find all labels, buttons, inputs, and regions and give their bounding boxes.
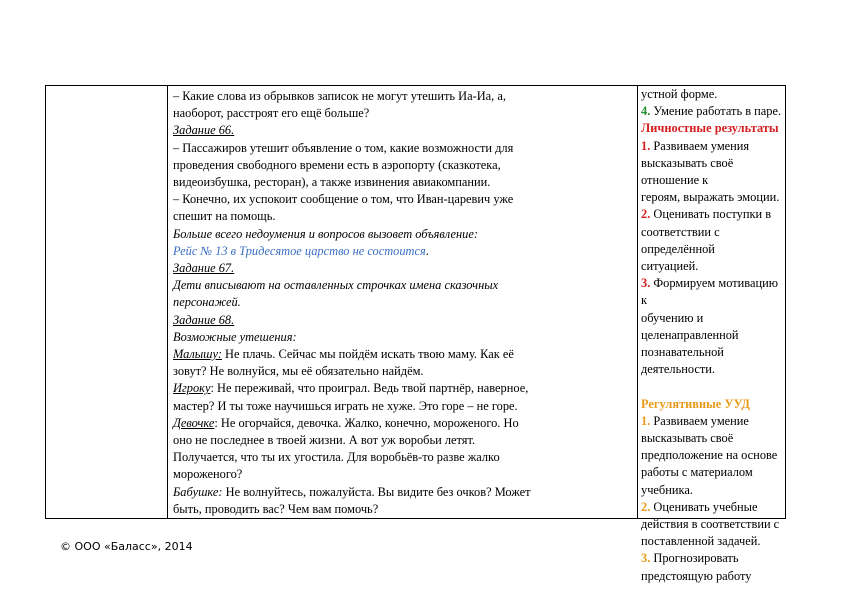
text-line: Дети вписывают на оставленных строчках имена сказочных	[173, 278, 499, 293]
text-line: проведения свободного времени есть в аэропорту (сказкотека,	[173, 157, 501, 172]
devochka-label: Девочке	[173, 415, 215, 430]
results-column	[638, 86, 787, 583]
comfort-igrok	[173, 380, 633, 397]
result-item	[641, 275, 783, 309]
result-line: поставленной задачей.	[641, 534, 761, 549]
text-line: зовут? Не волнуйся, мы её обязательно найдём.	[173, 364, 424, 379]
item-text: Развиваем умение	[650, 413, 749, 428]
result-line: обучению и	[641, 310, 704, 325]
text-line: видеоизбушка, ресторан), а также извинения авиакомпании.	[173, 175, 491, 190]
devochka-text: : Не огорчайся, девочка. Жалко, конечно, мороженого. Но	[214, 415, 519, 430]
item-number: 2.	[641, 499, 651, 514]
result-line: целенаправленной	[641, 327, 739, 342]
result-line: познавательной деятельности.	[641, 345, 724, 377]
result-item	[641, 550, 783, 567]
spacer	[641, 378, 783, 395]
babushka-label: Бабушке:	[173, 484, 223, 499]
item-number: 3.	[641, 551, 651, 566]
result-line: действия в соответствии с	[641, 517, 780, 532]
lesson-content-column	[168, 86, 638, 518]
result-line: высказывать своё	[641, 431, 734, 446]
text-line: – Пассажиров утешит объявление о том, какие возможности для	[173, 140, 514, 155]
task-67-heading: Задание 67.	[173, 261, 235, 276]
babushka-text: Не волнуйтесь, пожалуйста. Вы видите без очков? Может	[222, 484, 531, 499]
text-line: Возможные утешения:	[173, 329, 297, 344]
task-68-heading: Задание 68.	[173, 312, 235, 327]
result-item	[641, 103, 783, 120]
text-line: быть, проводить вас? Чем вам помочь?	[173, 501, 379, 516]
result-line: предположение на основе	[641, 448, 778, 463]
comfort-babushka	[173, 484, 633, 501]
result-item	[641, 138, 783, 155]
malysh-text: Не плачь. Сейчас мы пойдём искать твою маму. Как её	[221, 347, 514, 362]
copyright-footer: © ООО «Баласс», 2014	[60, 540, 193, 553]
comfort-malysh	[173, 346, 633, 363]
igrok-text: : Не переживай, что проиграл. Ведь твой партнёр, наверное,	[210, 381, 529, 396]
result-item	[641, 499, 783, 516]
item-text: Прогнозировать	[650, 551, 739, 566]
flight-text: Рейс № 13 в Тридесятое царство не состоится	[173, 243, 426, 258]
text-line: мороженого?	[173, 467, 243, 482]
item-text: Оценивать учебные	[650, 499, 758, 514]
text-line: мастер? И ты тоже научишься играть не хуже. Это горе – не горе.	[173, 398, 518, 413]
item-text: Развиваем умения	[650, 138, 750, 153]
malysh-label: Малышу:	[173, 347, 222, 362]
task-66-heading: Задание 66.	[173, 123, 235, 138]
regulatory-heading: Регулятивные УУД	[641, 396, 750, 411]
flight-announcement	[173, 243, 633, 260]
result-line: ситуацией.	[641, 259, 699, 274]
item-text: Оценивать поступки в	[650, 207, 772, 222]
result-line: учебника.	[641, 482, 693, 497]
result-line: предстоящую работу	[641, 568, 752, 583]
item-text: Формируем мотивацию к	[641, 276, 778, 308]
item-number: 3.	[641, 276, 651, 291]
text-line: – Какие слова из обрывков записок не могут утешить Иа-Иа, а,	[173, 89, 506, 103]
text-line: оно не последнее в твоей жизни. А вот уж воробьи летят.	[173, 433, 476, 448]
text-line: Больше всего недоумения и вопросов вызовет объявление:	[173, 226, 478, 241]
result-line: героям, выражать эмоции.	[641, 190, 780, 205]
result-line: работы с материалом	[641, 465, 753, 480]
result-line: устной форме.	[641, 87, 718, 101]
result-item	[641, 413, 783, 430]
result-line: высказывать своё отношение к	[641, 155, 734, 188]
item-number: 1.	[641, 138, 651, 153]
text-line: наоборот, расстроят его ещё больше?	[173, 106, 370, 121]
item-number: 2.	[641, 207, 651, 222]
personal-results-heading: Личностные результаты	[641, 121, 779, 136]
comfort-devochka	[173, 415, 633, 432]
text-line: – Конечно, их успокоит сообщение о том, что Иван-царевич уже	[173, 192, 514, 207]
text-line: спешит на помощь.	[173, 209, 276, 224]
item-number: 1.	[641, 413, 651, 428]
flight-period: .	[425, 243, 429, 258]
item-text: Умение работать в паре.	[650, 104, 782, 119]
item-number: 4.	[641, 104, 651, 119]
result-line: соответствии с определённой	[641, 224, 720, 256]
result-item	[641, 206, 783, 223]
igrok-label: Игроку	[173, 381, 211, 396]
text-line: персонажей.	[173, 295, 241, 310]
empty-left-column	[46, 86, 168, 518]
text-line: Получается, что ты их угостила. Для воробьёв-то разве жалко	[173, 450, 500, 465]
